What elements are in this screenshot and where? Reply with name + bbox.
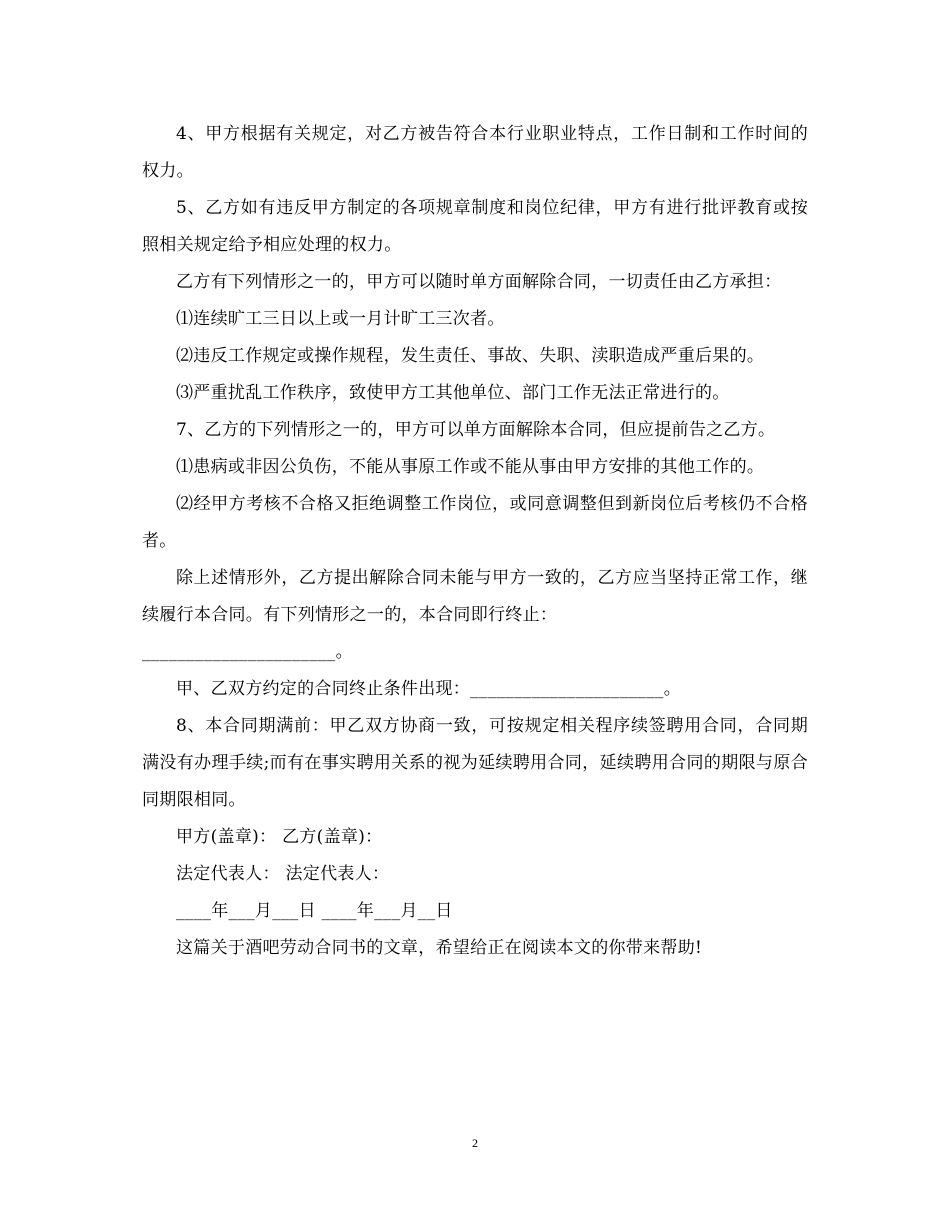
paragraph-clause-8: 8、本合同期满前：甲乙双方协商一致，可按规定相关程序续签聘用合同，合同期满没有办理手续;而有在事实聘用关系的视为延续聘用合同，延续聘用合同的期限与原合同期限相同。: [142, 716, 808, 810]
document-body: [142, 116, 808, 967]
closing-remark: 这篇关于酒吧劳动合同书的文章，希望给正在阅读本文的你带来帮助!: [176, 938, 703, 958]
paragraph-item-illness: ⑴患病或非因公负伤，不能从事原工作或不能从事由甲方安排的其他工作的。: [176, 457, 765, 477]
paragraph-item-assessment: ⑵经甲方考核不合格又拒绝调整工作岗位，或同意调整但到新岗位后考核仍不合格者。: [142, 494, 808, 551]
signature-date-line: ____年___月___日 ____年___月__日: [176, 901, 453, 921]
paragraph-clause-7: 7、乙方的下列情形之一的，甲方可以单方面解除本合同，但应提前告之乙方。: [176, 420, 776, 440]
paragraph-agreed-condition: 甲、乙双方约定的合同终止条件出现：______________________。: [176, 679, 681, 699]
signature-seal-line: 甲方(盖章)： 乙方(盖章)：: [176, 827, 383, 847]
paragraph-item-disruption: ⑶严重扰乱工作秩序，致使甲方工其他单位、部门工作无法正常进行的。: [176, 383, 730, 403]
signature-representative-line: 法定代表人： 法定代表人：: [176, 864, 390, 884]
paragraph-item-absence: ⑴连续旷工三日以上或一月计旷工三次者。: [176, 309, 505, 329]
paragraph-termination-conditions: 除上述情形外，乙方提出解除合同未能与甲方一致的，乙方应当坚持正常工作，继续履行本合同。有下列情形之一的，本合同即行终止：: [142, 568, 808, 625]
paragraph-immediate-termination: 乙方有下列情形之一的，甲方可以随时单方面解除合同，一切责任由乙方承担：: [176, 272, 782, 292]
paragraph-clause-4: 4、甲方根据有关规定，对乙方被告符合本行业职业特点，工作日制和工作时间的权力。: [142, 124, 808, 181]
paragraph-item-violation: ⑵违反工作规定或操作规程，发生责任、事故、失职、渎职造成严重后果的。: [176, 346, 765, 366]
paragraph-blank-condition: ______________________。: [142, 642, 353, 662]
paragraph-clause-5: 5、乙方如有违反甲方制定的各项规章制度和岗位纪律，甲方有进行批评教育或按照相关规定给予相应处理的权力。: [142, 198, 808, 255]
page-number: 2: [472, 1136, 478, 1150]
